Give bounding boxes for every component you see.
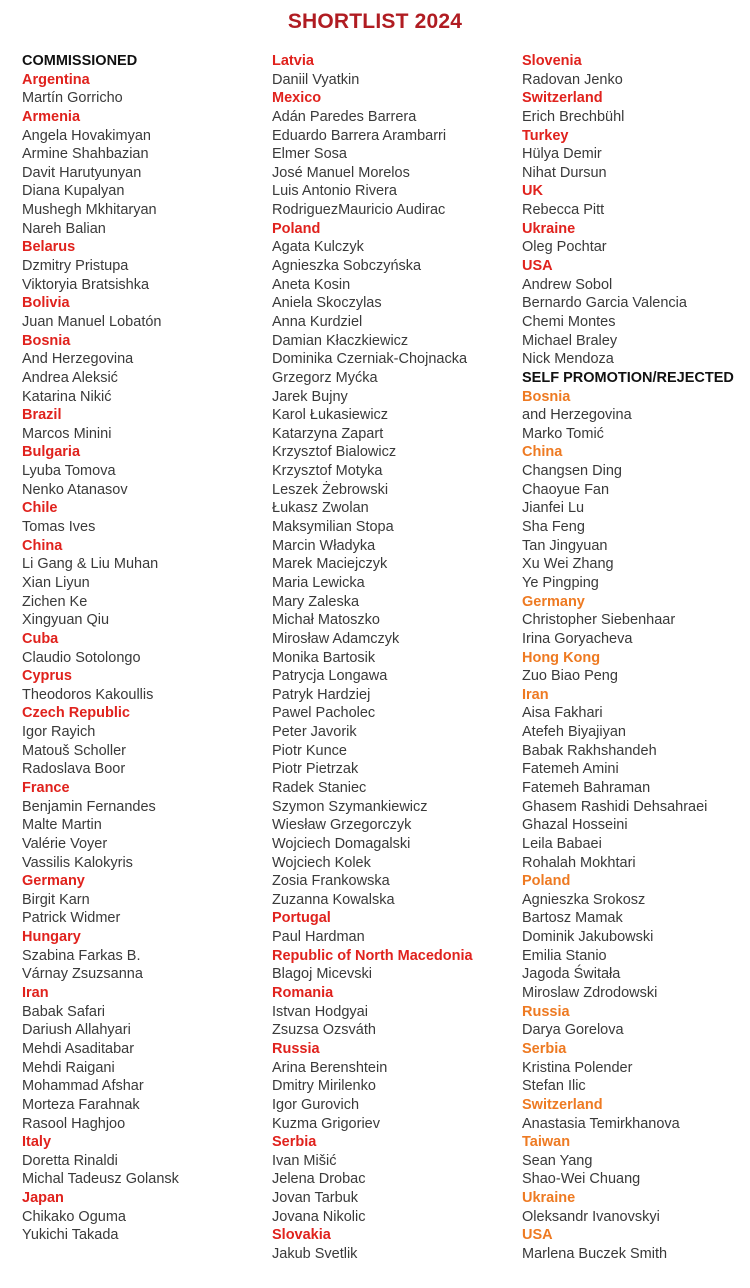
name-entry: Martín Gorricho (22, 90, 123, 107)
name-entry: Irina Goryacheva (522, 630, 633, 647)
name-entry: Theodoros Kakoullis (22, 686, 154, 703)
name-entry: Davit Harutyunyan (22, 164, 142, 181)
name-entry: Adán Paredes Barrera (272, 108, 417, 125)
name-entry: Pawel Pacholec (272, 705, 376, 722)
name-entry: Jarek Bujny (272, 388, 348, 405)
name-entry: Benjamin Fernandes (22, 798, 156, 815)
name-entry: Aisa Fakhari (522, 705, 603, 722)
name-entry: Marek Maciejczyk (272, 556, 388, 573)
country-heading: USA (522, 1227, 553, 1244)
name-entry: Chemi Montes (522, 313, 616, 330)
name-entry: Maksymilian Stopa (272, 519, 394, 536)
name-entry: José Manuel Morelos (272, 164, 410, 181)
name-entry: Maria Lewicka (272, 574, 365, 591)
name-entry: Bernardo Garcia Valencia (522, 295, 687, 312)
name-entry: Oleg Pochtar (522, 239, 607, 256)
name-entry: Istvan Hodgyai (272, 1003, 368, 1020)
name-entry: Dominik Jakubowski (522, 929, 654, 946)
name-entry: Aneta Kosin (272, 276, 351, 293)
name-entry: Shao-Wei Chuang (522, 1171, 641, 1188)
name-entry: Zuo Biao Peng (522, 668, 618, 685)
name-entry: Xian Liyun (22, 574, 90, 591)
country-heading: Germany (522, 593, 585, 610)
name-entry: Katarzyna Zapart (272, 425, 384, 442)
country-heading: Ukraine (522, 1190, 576, 1207)
name-entry: Ye Pingping (522, 574, 599, 591)
name-entry: Karol Łukasiewicz (272, 407, 389, 424)
name-entry: Morteza Farahnak (22, 1096, 140, 1113)
name-entry: Nareh Balian (22, 220, 106, 237)
name-entry: Michael Braley (522, 332, 618, 349)
name-entry: Leszek Żebrowski (272, 481, 389, 498)
name-entry: Darya Gorelova (522, 1022, 624, 1039)
name-entry: Elmer Sosa (272, 146, 347, 163)
name-entry: Leila Babaei (522, 835, 602, 852)
name-entry: Nihat Dursun (522, 164, 607, 181)
section-heading: COMMISSIONED (22, 53, 138, 69)
name-entry: Ghasem Rashidi Dehsahraei (522, 798, 708, 815)
name-entry: Andrew Sobol (522, 276, 613, 293)
country-heading: Serbia (272, 1134, 317, 1151)
name-entry: Wojciech Kolek (272, 854, 371, 871)
name-entry: Anastasia Temirkhanova (522, 1115, 680, 1132)
country-heading: Iran (22, 985, 49, 1002)
name-entry: Christopher Siebenhaar (522, 612, 676, 629)
name-entry: Łukasz Zwolan (272, 500, 369, 517)
country-heading: Bosnia (22, 332, 71, 349)
name-entry: Bartosz Mamak (522, 910, 623, 927)
name-entry: Armine Shahbazian (22, 146, 149, 163)
name-entry: Damian Kłaczkiewicz (272, 332, 409, 349)
country-heading: Republic of North Macedonia (272, 947, 473, 964)
name-entry: Patrycja Longawa (272, 668, 388, 685)
name-entry: Nenko Atanasov (22, 481, 128, 498)
name-entry: And Herzegovina (22, 351, 134, 368)
name-entry: Patryk Hardziej (272, 686, 371, 703)
country-heading: Bulgaria (22, 444, 81, 461)
name-entry: Erich Brechbühl (522, 108, 625, 125)
name-entry: Kuzma Grigoriev (272, 1115, 380, 1132)
country-heading: Russia (272, 1040, 320, 1057)
name-entry: Rasool Haghjoo (22, 1115, 126, 1132)
name-entry: Dominika Czerniak-Chojnacka (272, 351, 468, 368)
country-heading: Taiwan (522, 1134, 571, 1151)
country-heading: UK (522, 183, 543, 200)
name-entry: Wiesław Grzegorczyk (272, 817, 412, 834)
country-heading: Romania (272, 985, 334, 1002)
name-entry: Piotr Kunce (272, 742, 347, 759)
name-entry: Agnieszka Srokosz (522, 891, 646, 908)
name-entry: Andrea Aleksić (22, 369, 118, 386)
country-heading: Serbia (522, 1040, 567, 1057)
name-entry: Chikako Oguma (22, 1208, 126, 1225)
name-entry: Juan Manuel Lobatón (22, 313, 162, 330)
country-heading: Poland (522, 873, 571, 890)
name-entry: Chaoyue Fan (522, 481, 610, 498)
country-heading: Belarus (22, 239, 76, 256)
name-entry: Agata Kulczyk (272, 239, 364, 256)
name-entry: Igor Gurovich (272, 1096, 360, 1113)
name-entry: Emilia Stanio (522, 947, 607, 964)
name-entry: Ghazal Hosseini (522, 817, 628, 834)
country-heading: China (22, 537, 63, 554)
name-entry: Marcos Minini (22, 425, 112, 442)
page-title: SHORTLIST 2024 (287, 10, 463, 33)
name-entry: Yukichi Takada (22, 1227, 119, 1244)
name-entry: Luis Antonio Rivera (272, 183, 397, 200)
name-entry: Mohammad Afshar (22, 1078, 144, 1095)
country-heading: Bosnia (522, 388, 571, 405)
name-entry: Oleksandr Ivanovskyi (522, 1208, 660, 1225)
name-entry: Tan Jingyuan (522, 537, 608, 554)
country-heading: Mexico (272, 90, 322, 107)
name-entry: Wojciech Domagalski (272, 835, 411, 852)
name-entry: Mehdi Asaditabar (22, 1040, 135, 1057)
name-entry: Marcin Władyka (272, 537, 376, 554)
country-heading: Ukraine (522, 220, 576, 237)
name-entry: Mushegh Mkhitaryan (22, 202, 157, 219)
name-entry: Mary Zaleska (272, 593, 360, 610)
name-entry: RodriguezMauricio Audirac (272, 202, 446, 219)
name-entry: Jovan Tarbuk (272, 1190, 358, 1207)
country-heading: Cyprus (22, 668, 72, 685)
name-entry: Dariush Allahyari (22, 1022, 131, 1039)
name-entry: Matouš Scholler (22, 742, 126, 759)
name-entry: Kristina Polender (522, 1059, 633, 1076)
name-entry: Claudio Sotolongo (22, 649, 141, 666)
name-entry: Várnay Zsuzsanna (22, 966, 143, 983)
country-heading: Switzerland (522, 1096, 603, 1113)
country-heading: Chile (22, 500, 58, 517)
country-heading: USA (522, 258, 553, 275)
country-heading: Argentina (22, 71, 90, 88)
name-entry: Agnieszka Sobczyńska (272, 258, 422, 275)
country-heading: Iran (522, 686, 549, 703)
name-entry: Zichen Ke (22, 593, 88, 610)
country-heading: Switzerland (522, 90, 603, 107)
name-entry: Marlena Buczek Smith (522, 1246, 668, 1262)
name-entry: Paul Hardman (272, 929, 365, 946)
name-entry: Eduardo Barrera Arambarri (272, 127, 447, 144)
country-heading: Japan (22, 1190, 64, 1207)
name-entry: Vassilis Kalokyris (22, 854, 133, 871)
name-entry: Peter Javorik (272, 724, 357, 741)
name-entry: Arina Berenshtein (272, 1059, 388, 1076)
country-heading: Slovakia (272, 1227, 331, 1244)
name-entry: Babak Rakhshandeh (522, 742, 657, 759)
name-entry: Rebecca Pitt (522, 202, 605, 219)
name-entry: Malte Martin (22, 817, 102, 834)
name-entry: Dzmitry Pristupa (22, 258, 129, 275)
name-entry: Grzegorz Myćka (272, 369, 378, 386)
name-entry: Szymon Szymankiewicz (272, 798, 428, 815)
name-entry: and Herzegovina (522, 407, 632, 424)
name-entry: Angela Hovakimyan (22, 127, 151, 144)
column-2 (272, 52, 473, 1264)
name-entry: Fatemeh Bahraman (522, 779, 651, 796)
name-entry: Daniil Vyatkin (272, 71, 360, 88)
name-entry: Fatemeh Amini (522, 761, 619, 778)
country-heading: Turkey (522, 127, 569, 144)
name-entry: Mirosław Adamczyk (272, 630, 400, 647)
name-entry: Piotr Pietrzak (272, 761, 359, 778)
name-entry: Jakub Svetlik (272, 1246, 358, 1262)
country-heading: Czech Republic (22, 705, 130, 722)
name-entry: Viktoryia Bratsishka (22, 276, 150, 293)
column-3 (522, 52, 734, 1264)
country-heading: Hong Kong (522, 649, 601, 666)
name-entry: Atefeh Biyajiyan (522, 724, 626, 741)
country-heading: Armenia (22, 108, 81, 125)
name-entry: Zsuzsa Ozsváth (272, 1022, 376, 1039)
country-heading: Hungary (22, 929, 81, 946)
name-entry: Michał Matoszko (272, 612, 380, 629)
country-heading: France (22, 779, 70, 796)
name-entry: Blagoj Micevski (272, 966, 372, 983)
name-entry: Jagoda Świtała (522, 966, 621, 983)
name-entry: Doretta Rinaldi (22, 1152, 118, 1169)
name-entry: Patrick Widmer (22, 910, 121, 927)
name-entry: Michal Tadeusz Golansk (22, 1171, 179, 1188)
name-entry: Szabina Farkas B. (22, 947, 141, 964)
name-entry: Nick Mendoza (522, 351, 614, 368)
name-entry: Zuzanna Kowalska (272, 891, 395, 908)
section-heading: SELF PROMOTION/REJECTED (522, 369, 734, 386)
name-entry: Mehdi Raigani (22, 1059, 115, 1076)
name-entry: Li Gang & Liu Muhan (22, 556, 159, 573)
country-heading: Bolivia (22, 295, 70, 312)
name-entry: Jelena Drobac (272, 1171, 366, 1188)
name-entry: Katarina Nikić (22, 388, 112, 405)
name-entry: Babak Safari (22, 1003, 106, 1020)
name-entry: Aniela Skoczylas (272, 295, 382, 312)
name-entry: Rohalah Mokhtari (522, 854, 636, 871)
name-entry: Dmitry Mirilenko (272, 1078, 376, 1095)
country-heading: China (522, 444, 563, 461)
name-entry: Radovan Jenko (522, 71, 623, 88)
name-entry: Sha Feng (522, 519, 585, 536)
name-entry: Anna Kurdziel (272, 313, 363, 330)
country-heading: Germany (22, 873, 85, 890)
country-heading: Cuba (22, 630, 59, 647)
name-entry: Jovana Nikolic (272, 1208, 366, 1225)
name-entry: Ivan Mišić (272, 1152, 337, 1169)
name-entry: Krzysztof Motyka (272, 463, 383, 480)
country-heading: Russia (522, 1003, 570, 1020)
name-entry: Jianfei Lu (522, 500, 585, 517)
name-entry: Zosia Frankowska (272, 873, 390, 890)
name-entry: Valérie Voyer (22, 835, 108, 852)
name-entry: Stefan Ilic (522, 1078, 586, 1095)
name-entry: Igor Rayich (22, 724, 96, 741)
country-heading: Slovenia (522, 53, 582, 69)
country-heading: Italy (22, 1134, 52, 1151)
name-entry: Changsen Ding (522, 463, 622, 480)
name-entry: Sean Yang (522, 1152, 593, 1169)
name-entry: Lyuba Tomova (22, 463, 116, 480)
name-entry: Miroslaw Zdrodowski (522, 985, 658, 1002)
name-entry: Xingyuan Qiu (22, 612, 110, 629)
name-entry: Hülya Demir (522, 146, 602, 163)
name-entry: Radoslava Boor (22, 761, 126, 778)
country-heading: Portugal (272, 910, 331, 927)
name-entry: Monika Bartosik (272, 649, 376, 666)
name-entry: Marko Tomić (522, 425, 604, 442)
name-entry: Xu Wei Zhang (522, 556, 614, 573)
country-heading: Poland (272, 220, 321, 237)
name-entry: Krzysztof Bialowicz (272, 444, 397, 461)
column-1 (22, 52, 179, 1245)
name-entry: Birgit Karn (22, 891, 90, 908)
name-entry: Tomas Ives (22, 519, 96, 536)
country-heading: Brazil (22, 407, 62, 424)
country-heading: Latvia (272, 53, 314, 69)
name-entry: Radek Staniec (272, 779, 367, 796)
name-entry: Diana Kupalyan (22, 183, 125, 200)
